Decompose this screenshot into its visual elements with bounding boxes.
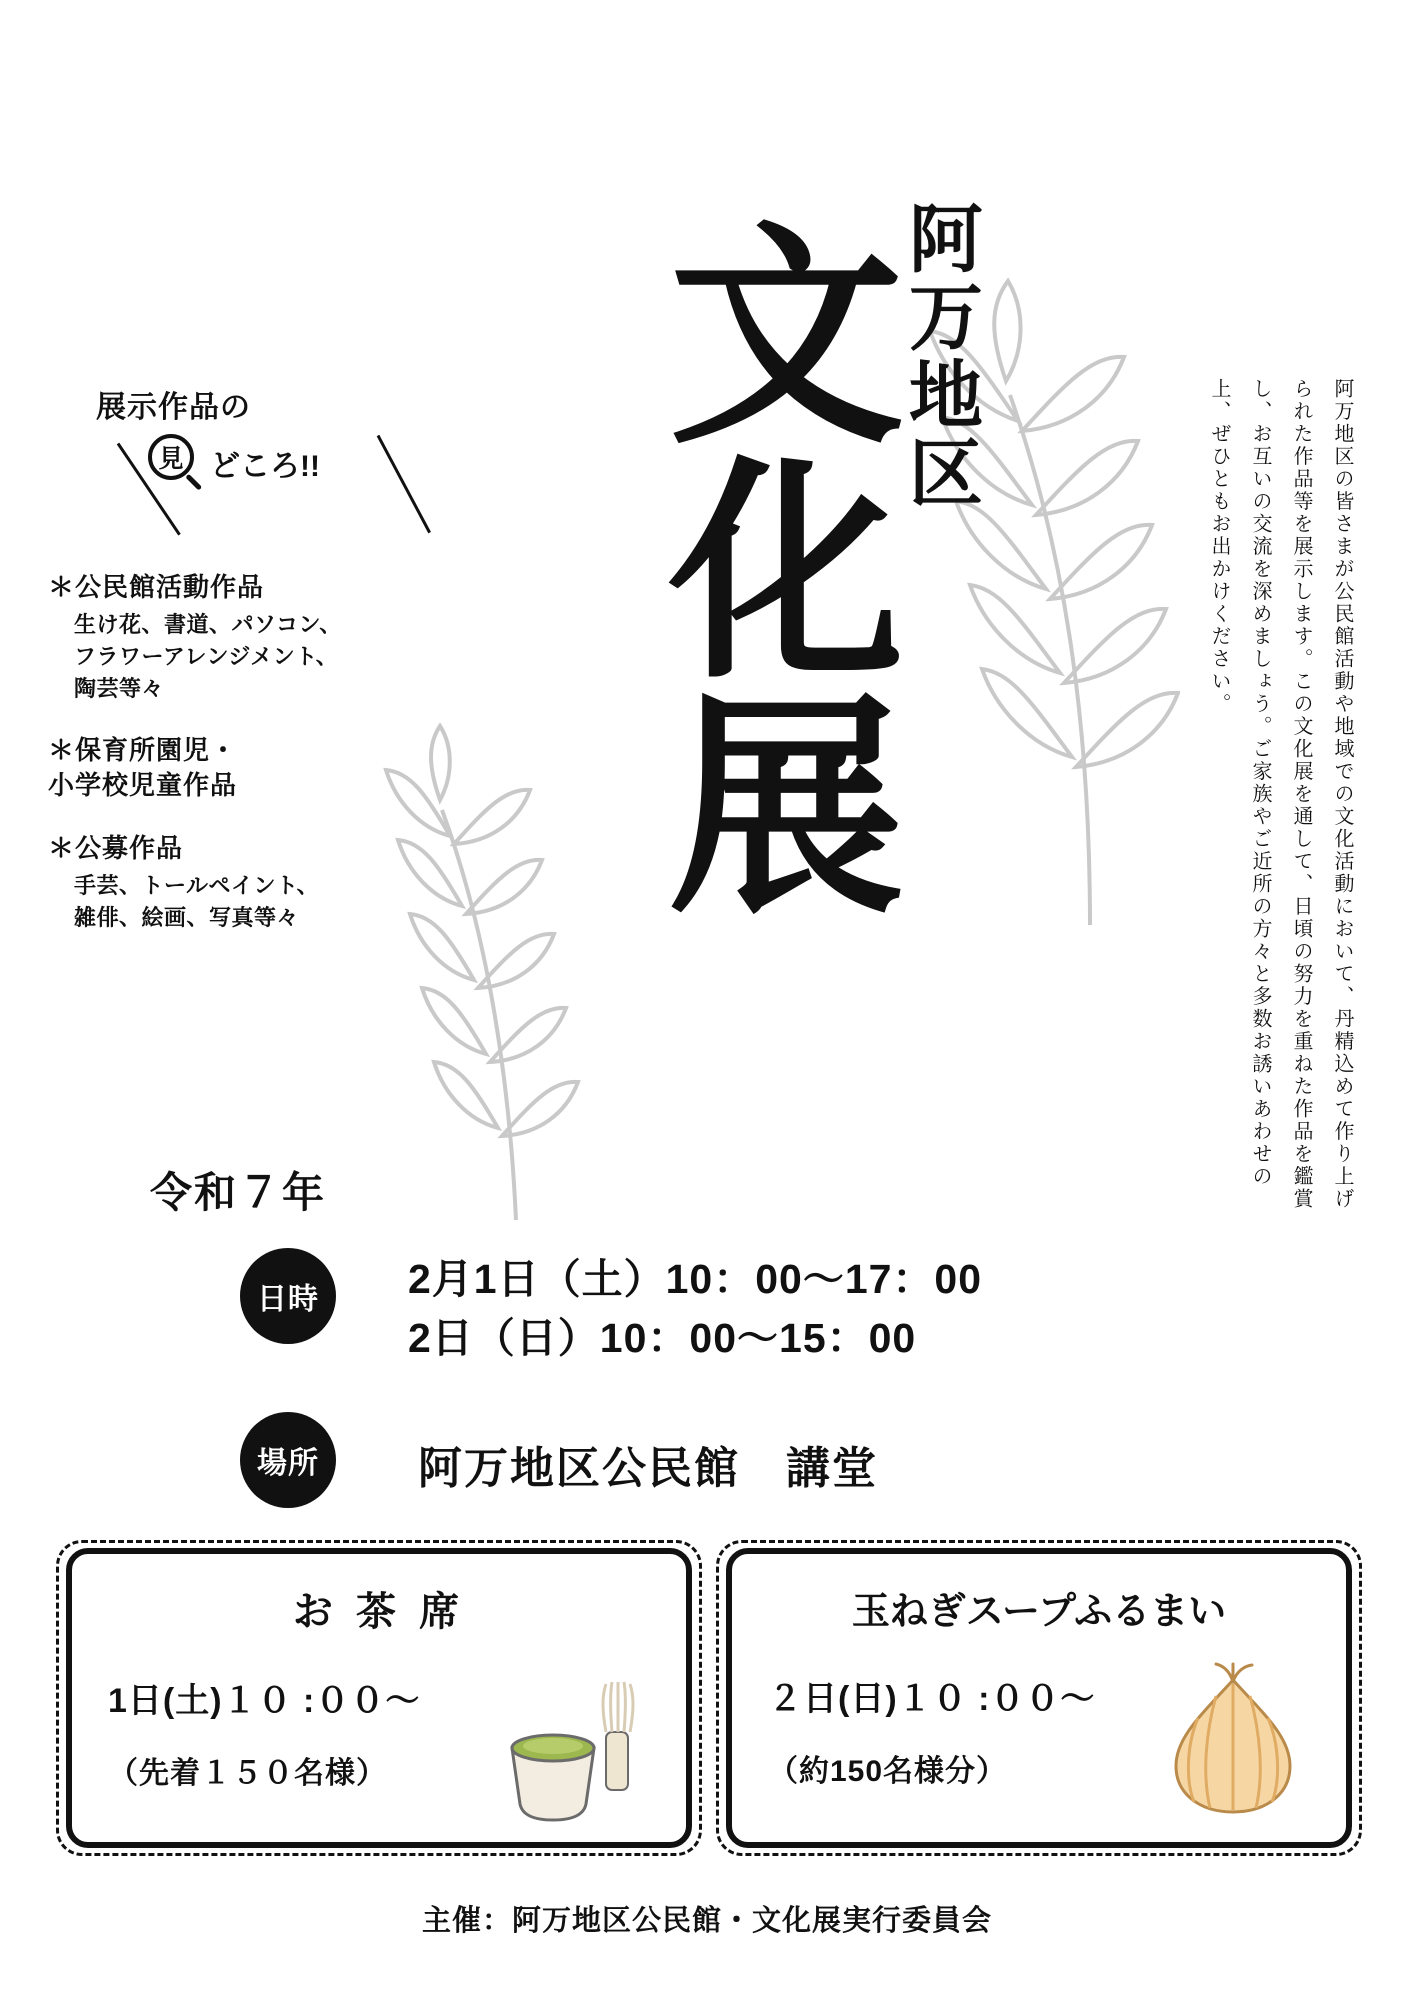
description-text [1198,378,1362,1218]
matcha-bowl-icon [494,1674,664,1824]
highlights-heading [78,382,458,512]
highlight-group-title: ＊公募作品 [48,832,184,863]
onion-soup-box [726,1548,1352,1848]
highlights-heading-line2: どころ!! [210,450,320,483]
highlight-group-title: ＊公民館活動作品 [48,572,265,602]
datetime-badge: 日時 [240,1248,336,1344]
magnifier-icon [148,434,206,492]
page-title: 文化展 [636,212,899,918]
onion-icon [1158,1662,1308,1822]
event-datetime [408,1250,982,1369]
onion-box-line2: （約150名様分） [768,1755,1008,1788]
onion-box-line1: ２日(日)１０ :００〜 [768,1680,1096,1718]
highlight-group [48,570,468,705]
highlight-group-body: 生け花、書道、パソコン、 フラワーアレンジメント、 陶芸等々 [74,612,342,701]
event-date-line-2: 2日（日）10：00〜15：00 [408,1315,917,1362]
highlight-group [48,831,468,934]
highlight-group [48,733,468,803]
event-date-line-1: 2月1日（土）10：00〜17：00 [408,1256,983,1302]
era-label: 令和７年 [150,1169,327,1216]
catchcopy [0,96,1414,145]
tea-ceremony-box [66,1548,692,1848]
event-place: 阿万地区公民館 講堂 [418,1444,878,1493]
highlight-group-title: ＊保育所園児・ 小学校児童作品 [48,734,238,800]
place-badge: 場所 [240,1412,336,1508]
highlight-group-body: 手芸、トールペイント、 雑俳、絵画、写真等々 [74,873,320,930]
tea-box-line1: 1日(土)１０ :００〜 [108,1682,421,1720]
sub-title: 阿万地区 [898,200,982,512]
tea-box-line2: （先着１５０名様） [108,1757,387,1790]
highlights-list [48,570,468,962]
magnifier-handle [185,474,202,491]
highlights-heading-line1: 展示作品の [96,391,251,424]
description-paragraph: 阿万地区の皆さまが公民館活動や地域での文化活動において、丹精込めて作り上げられた作品等を展示します。この文化展を通して、日頃の努力を重ねた作品を鑑賞し、お互いの交流を深めましょう。ご家族やご近所の方々と多数お誘いあわせの上、ぜひともお出かけください。 [1208,378,1353,1211]
onion-box-title: 玉ねぎスープふるまい [851,1591,1227,1633]
tea-box-title: お 茶 席 [292,1590,466,1634]
footer-organizer: 主催：阿万地区公民館・文化展実行委員会 [421,1905,992,1937]
magnifier-char: 見 [148,434,194,480]
